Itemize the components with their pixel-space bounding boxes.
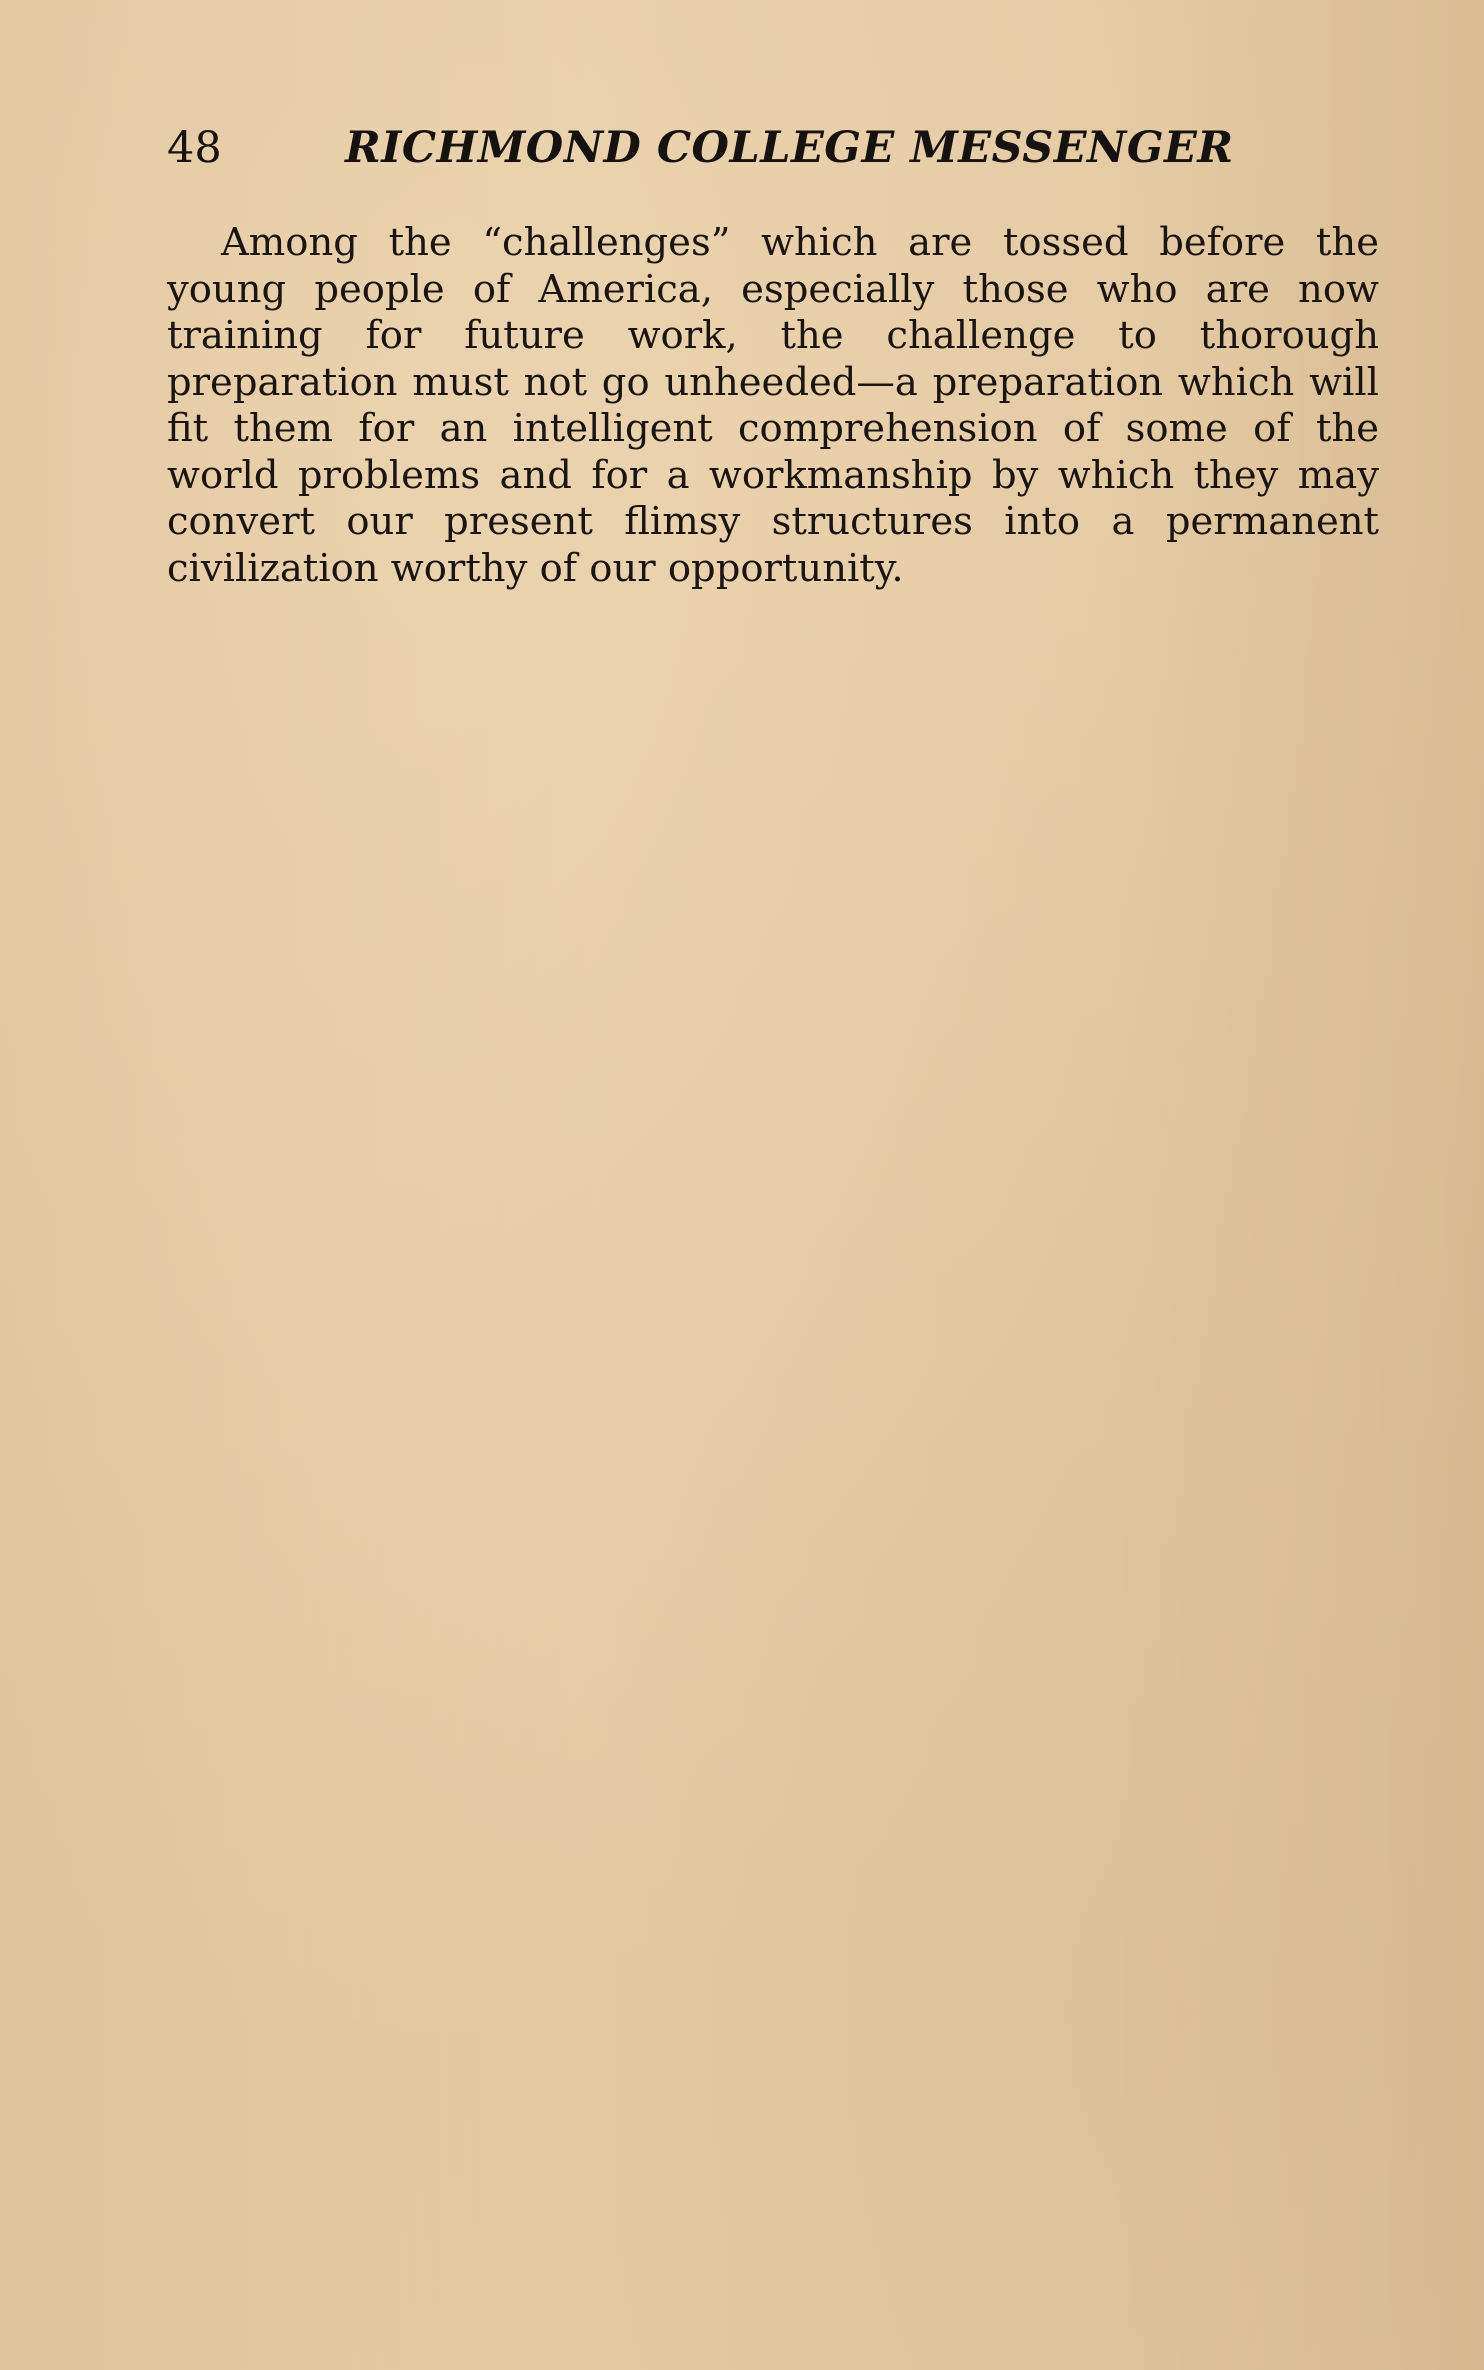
page-header — [167, 118, 1327, 178]
running-title: RICHMOND COLLEGE MESSENGER — [345, 123, 1234, 173]
page-number: 48 — [167, 123, 222, 173]
body-paragraph: Among the “challenges” which are tossed before the young people of America, especially those who are now training for future work, the challenge to thorough preparation must not go unheeded—a preparation which will fit them for an intelligent comprehension of some of the world problems and for a workmanship by which they may convert our present flimsy structures into a permanent civilization worthy of our opportunity. — [167, 220, 1379, 591]
